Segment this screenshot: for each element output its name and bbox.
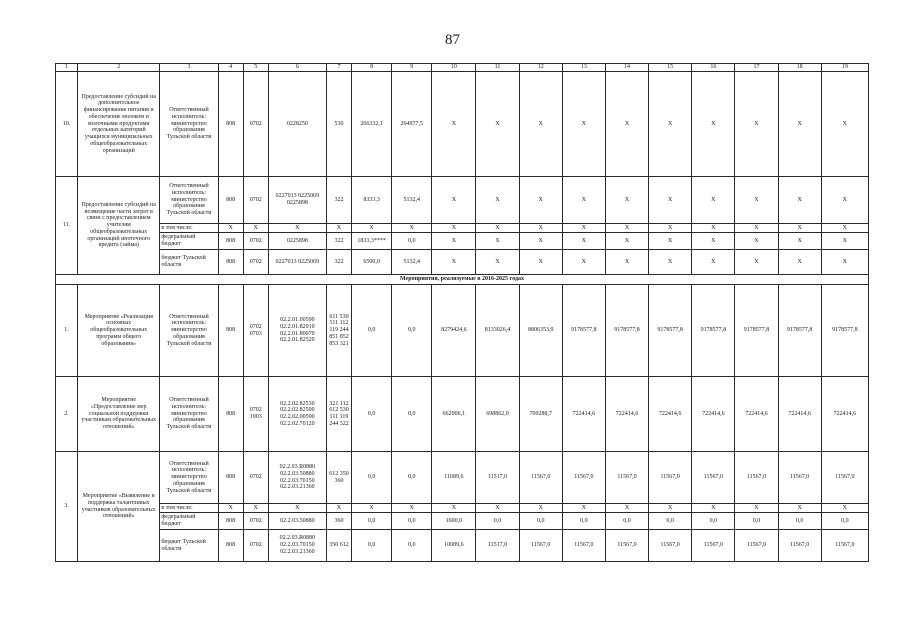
- code-cell: 530: [326, 72, 351, 177]
- value-cell: X: [605, 504, 648, 513]
- value-cell: X: [735, 224, 778, 233]
- value-cell: X: [605, 224, 648, 233]
- value-cell: X: [562, 72, 605, 177]
- value-cell: 11567,0: [692, 452, 735, 504]
- header-cell: 14: [605, 64, 648, 72]
- value-cell: X: [326, 224, 351, 233]
- value-cell: X: [778, 224, 821, 233]
- value-cell: X: [735, 177, 778, 224]
- code-cell: 360: [326, 513, 351, 530]
- code-cell: 322: [326, 250, 351, 275]
- code-cell: 808: [218, 250, 243, 275]
- value-cell: X: [218, 224, 243, 233]
- table-row: [56, 452, 869, 504]
- value-cell: X: [778, 233, 821, 250]
- header-cell: 18: [778, 64, 821, 72]
- code-cell: 0227013 0225069: [268, 250, 326, 275]
- code-cell: 0702 1003: [243, 377, 268, 452]
- code-cell: 808: [218, 377, 243, 452]
- value-cell: 11567,0: [605, 452, 648, 504]
- value-cell: 8279424,6: [432, 285, 476, 377]
- value-cell: 722414,6: [735, 377, 778, 452]
- value-cell: 11567,0: [692, 530, 735, 562]
- value-cell: X: [268, 224, 326, 233]
- value-cell: X: [392, 224, 432, 233]
- table-row: [56, 177, 869, 224]
- header-cell: 5: [243, 64, 268, 72]
- executor-cell: Ответственный исполнитель: министерство образования Тульской области: [160, 285, 218, 377]
- code-cell: 808: [218, 530, 243, 562]
- value-cell: 9178577,8: [692, 285, 735, 377]
- value-cell: X: [476, 224, 519, 233]
- value-cell: 264977,5: [392, 72, 432, 177]
- value-cell: X: [778, 177, 821, 224]
- value-cell: X: [432, 233, 476, 250]
- value-cell: 722414,6: [605, 377, 648, 452]
- value-cell: 0,0: [392, 452, 432, 504]
- value-cell: X: [821, 72, 868, 177]
- value-cell: X: [432, 504, 476, 513]
- value-cell: 11517,0: [476, 452, 519, 504]
- value-cell: 0,0: [392, 530, 432, 562]
- row-number: 3.: [56, 452, 78, 562]
- header-cell: 17: [735, 64, 778, 72]
- value-cell: X: [821, 233, 868, 250]
- header-cell: 9: [392, 64, 432, 72]
- value-cell: 0,0: [392, 513, 432, 530]
- value-cell: 8806353,9: [519, 285, 562, 377]
- value-cell: 9178577,8: [562, 285, 605, 377]
- value-cell: X: [562, 250, 605, 275]
- code-cell: 02.2.03.R0880 02.2.03.50880 02.2.03.70150 02.2.03.21360: [268, 452, 326, 504]
- value-cell: 722414,6: [649, 377, 692, 452]
- measure-name: Мероприятие «Предоставление мер социальной поддержки участникам образовательных отношений»: [78, 377, 160, 452]
- table-row: [56, 233, 869, 250]
- code-cell: 0702: [243, 233, 268, 250]
- value-cell: X: [605, 177, 648, 224]
- row-number: 11.: [56, 177, 78, 275]
- table-row: [56, 72, 869, 177]
- value-cell: 0,0: [352, 513, 392, 530]
- value-cell: 11567,0: [735, 530, 778, 562]
- code-cell: 612 350 360: [326, 452, 351, 504]
- header-cell: 10: [432, 64, 476, 72]
- value-cell: 11567,0: [821, 530, 868, 562]
- value-cell: X: [326, 504, 351, 513]
- executor-cell: в том числе:: [160, 224, 218, 233]
- value-cell: X: [692, 177, 735, 224]
- value-cell: 11567,0: [649, 452, 692, 504]
- value-cell: X: [476, 177, 519, 224]
- executor-cell: Ответственный исполнитель: министерство образования Тульской области: [160, 177, 218, 224]
- value-cell: 0,0: [735, 513, 778, 530]
- value-cell: 11567,0: [605, 530, 648, 562]
- code-cell: 0702: [243, 530, 268, 562]
- value-cell: 10089,6: [432, 530, 476, 562]
- value-cell: 11567,0: [562, 530, 605, 562]
- value-cell: 11517,0: [476, 530, 519, 562]
- code-cell: 350 612: [326, 530, 351, 562]
- value-cell: X: [778, 72, 821, 177]
- code-cell: 322: [326, 233, 351, 250]
- value-cell: X: [605, 72, 648, 177]
- value-cell: X: [649, 72, 692, 177]
- code-cell: 0702: [243, 513, 268, 530]
- code-cell: 808: [218, 72, 243, 177]
- value-cell: X: [692, 224, 735, 233]
- value-cell: 1833,3****: [352, 233, 392, 250]
- code-cell: 0227013 0225069 0225898: [268, 177, 326, 224]
- value-cell: 722414,6: [692, 377, 735, 452]
- value-cell: X: [268, 504, 326, 513]
- header-cell: 8: [352, 64, 392, 72]
- table-row: [56, 285, 869, 377]
- code-cell: 02.2.03.R0880 02.2.03.70150 02.2.03.21360: [268, 530, 326, 562]
- executor-cell: Ответственный исполнитель: министерство образования Тульской области: [160, 72, 218, 177]
- value-cell: X: [562, 224, 605, 233]
- header-cell: 16: [692, 64, 735, 72]
- value-cell: X: [519, 177, 562, 224]
- value-cell: X: [519, 72, 562, 177]
- value-cell: 1600,0: [432, 513, 476, 530]
- section-row: [56, 275, 869, 285]
- code-cell: 808: [218, 513, 243, 530]
- header-cell: 7: [326, 64, 351, 72]
- value-cell: 11567,0: [562, 452, 605, 504]
- code-cell: 611 530 111 112 119 244 851 852 853 321: [326, 285, 351, 377]
- value-cell: X: [432, 224, 476, 233]
- value-cell: X: [476, 504, 519, 513]
- code-cell: 0702: [243, 72, 268, 177]
- value-cell: 266332,1: [352, 72, 392, 177]
- header-cell: 1: [56, 64, 78, 72]
- value-cell: 0,0: [692, 513, 735, 530]
- value-cell: 9178577,8: [821, 285, 868, 377]
- code-cell: 0702: [243, 452, 268, 504]
- value-cell: 6500,0: [352, 250, 392, 275]
- value-cell: 0,0: [392, 233, 432, 250]
- value-cell: X: [519, 224, 562, 233]
- value-cell: 722414,6: [778, 377, 821, 452]
- value-cell: 9178577,8: [778, 285, 821, 377]
- header-cell: 12: [519, 64, 562, 72]
- value-cell: 0,0: [352, 452, 392, 504]
- value-cell: X: [692, 233, 735, 250]
- value-cell: X: [352, 504, 392, 513]
- value-cell: X: [735, 504, 778, 513]
- value-cell: X: [692, 72, 735, 177]
- value-cell: X: [519, 250, 562, 275]
- row-number: 2.: [56, 377, 78, 452]
- value-cell: X: [735, 250, 778, 275]
- code-cell: 321 112 612 530 111 119 244 322: [326, 377, 351, 452]
- code-cell: 0228250: [268, 72, 326, 177]
- value-cell: 0,0: [605, 513, 648, 530]
- executor-cell: Ответственный исполнитель: министерство образования Тульской области: [160, 377, 218, 452]
- table-row: [56, 224, 869, 233]
- code-cell: 02.2.03.50880: [268, 513, 326, 530]
- code-cell: 808: [218, 452, 243, 504]
- value-cell: X: [735, 233, 778, 250]
- value-cell: X: [821, 504, 868, 513]
- code-cell: 0702 0703: [243, 285, 268, 377]
- table-row: [56, 504, 869, 513]
- value-cell: 662906,1: [432, 377, 476, 452]
- value-cell: X: [821, 224, 868, 233]
- page-number: 87: [445, 32, 460, 48]
- value-cell: X: [692, 504, 735, 513]
- value-cell: X: [243, 504, 268, 513]
- value-cell: 11567,0: [519, 452, 562, 504]
- value-cell: X: [562, 233, 605, 250]
- header-cell: 6: [268, 64, 326, 72]
- value-cell: X: [692, 250, 735, 275]
- value-cell: X: [519, 233, 562, 250]
- value-cell: 698862,0: [476, 377, 519, 452]
- measure-name: Предоставление субсидий на возмещение части затрат в связи с предоставлением учителям общеобразовательных организаций ипотечного кредита (займа): [78, 177, 160, 275]
- value-cell: X: [476, 233, 519, 250]
- value-cell: 5132,4: [392, 177, 432, 224]
- value-cell: 0,0: [352, 530, 392, 562]
- value-cell: 11567,0: [649, 530, 692, 562]
- code-cell: 0702: [243, 177, 268, 224]
- value-cell: 0,0: [352, 377, 392, 452]
- measure-name: Предоставление субсидий на дополнительное финансирование питания и обеспечение молоком и молочными продуктами отдельных категорий учащихся муниципальных общеобразовательных организаций: [78, 72, 160, 177]
- value-cell: X: [562, 177, 605, 224]
- value-cell: X: [218, 504, 243, 513]
- header-cell: 19: [821, 64, 868, 72]
- table-row: [56, 513, 869, 530]
- value-cell: 5132,4: [392, 250, 432, 275]
- value-cell: X: [432, 250, 476, 275]
- value-cell: 0,0: [821, 513, 868, 530]
- section-title: Мероприятия, реализуемые в 2016-2025 годах: [56, 275, 869, 285]
- value-cell: 709288,7: [519, 377, 562, 452]
- code-cell: 808: [218, 177, 243, 224]
- value-cell: X: [778, 250, 821, 275]
- header-cell: 11: [476, 64, 519, 72]
- table-row: [56, 377, 869, 452]
- value-cell: X: [562, 504, 605, 513]
- value-cell: X: [649, 224, 692, 233]
- value-cell: X: [476, 72, 519, 177]
- table-row: [56, 530, 869, 562]
- code-cell: 0225898: [268, 233, 326, 250]
- value-cell: X: [432, 72, 476, 177]
- value-cell: 11567,0: [821, 452, 868, 504]
- value-cell: 722414,6: [821, 377, 868, 452]
- value-cell: 11689,6: [432, 452, 476, 504]
- measure-name: Мероприятие «Реализация основных общеобразовательных программ общего образования»: [78, 285, 160, 377]
- code-cell: 0702: [243, 250, 268, 275]
- value-cell: X: [352, 224, 392, 233]
- value-cell: X: [778, 504, 821, 513]
- value-cell: 0,0: [352, 285, 392, 377]
- code-cell: 02.2.01.00590 02.2.01.82910 02.2.01.80070 02.2.01.82520: [268, 285, 326, 377]
- executor-cell: в том числе:: [160, 504, 218, 513]
- value-cell: X: [821, 177, 868, 224]
- value-cell: 0,0: [476, 513, 519, 530]
- executor-cell: Ответственный исполнитель: министерство образования Тульской области: [160, 452, 218, 504]
- executor-cell: бюджет Тульской области: [160, 530, 218, 562]
- value-cell: 8133026,4: [476, 285, 519, 377]
- value-cell: X: [605, 233, 648, 250]
- value-cell: X: [821, 250, 868, 275]
- header-cell: 2: [78, 64, 160, 72]
- code-cell: 808: [218, 233, 243, 250]
- code-cell: 02.2.02.82530 02.2.02.82500 02.2.02.00590 02.2.02.70120: [268, 377, 326, 452]
- value-cell: 0,0: [649, 513, 692, 530]
- value-cell: 9178577,8: [605, 285, 648, 377]
- value-cell: X: [649, 504, 692, 513]
- value-cell: X: [605, 250, 648, 275]
- value-cell: X: [392, 504, 432, 513]
- value-cell: 0,0: [519, 513, 562, 530]
- value-cell: 722414,6: [562, 377, 605, 452]
- value-cell: 0,0: [562, 513, 605, 530]
- header-cell: 3: [160, 64, 218, 72]
- value-cell: X: [243, 224, 268, 233]
- executor-cell: федеральный бюджет: [160, 513, 218, 530]
- value-cell: 0,0: [778, 513, 821, 530]
- code-cell: 322: [326, 177, 351, 224]
- value-cell: 0,0: [392, 377, 432, 452]
- value-cell: X: [432, 177, 476, 224]
- executor-cell: бюджет Тульской области: [160, 250, 218, 275]
- value-cell: 8333,3: [352, 177, 392, 224]
- value-cell: X: [649, 177, 692, 224]
- value-cell: 11567,0: [778, 530, 821, 562]
- value-cell: 11567,0: [735, 452, 778, 504]
- value-cell: X: [649, 250, 692, 275]
- header-row: [56, 64, 869, 72]
- value-cell: X: [476, 250, 519, 275]
- budget-table: [55, 63, 869, 562]
- code-cell: 808: [218, 285, 243, 377]
- value-cell: X: [735, 72, 778, 177]
- measure-name: Мероприятие «Выявление и поддержка талантливых участников образовательных отношений»: [78, 452, 160, 562]
- value-cell: 0,0: [392, 285, 432, 377]
- value-cell: 11567,0: [519, 530, 562, 562]
- executor-cell: федеральный бюджет: [160, 233, 218, 250]
- row-number: 1.: [56, 285, 78, 377]
- row-number: 10.: [56, 72, 78, 177]
- header-cell: 15: [649, 64, 692, 72]
- header-cell: 13: [562, 64, 605, 72]
- value-cell: 9178577,8: [649, 285, 692, 377]
- value-cell: 11567,0: [778, 452, 821, 504]
- value-cell: X: [649, 233, 692, 250]
- table-row: [56, 250, 869, 275]
- value-cell: X: [519, 504, 562, 513]
- header-cell: 4: [218, 64, 243, 72]
- value-cell: 9178577,8: [735, 285, 778, 377]
